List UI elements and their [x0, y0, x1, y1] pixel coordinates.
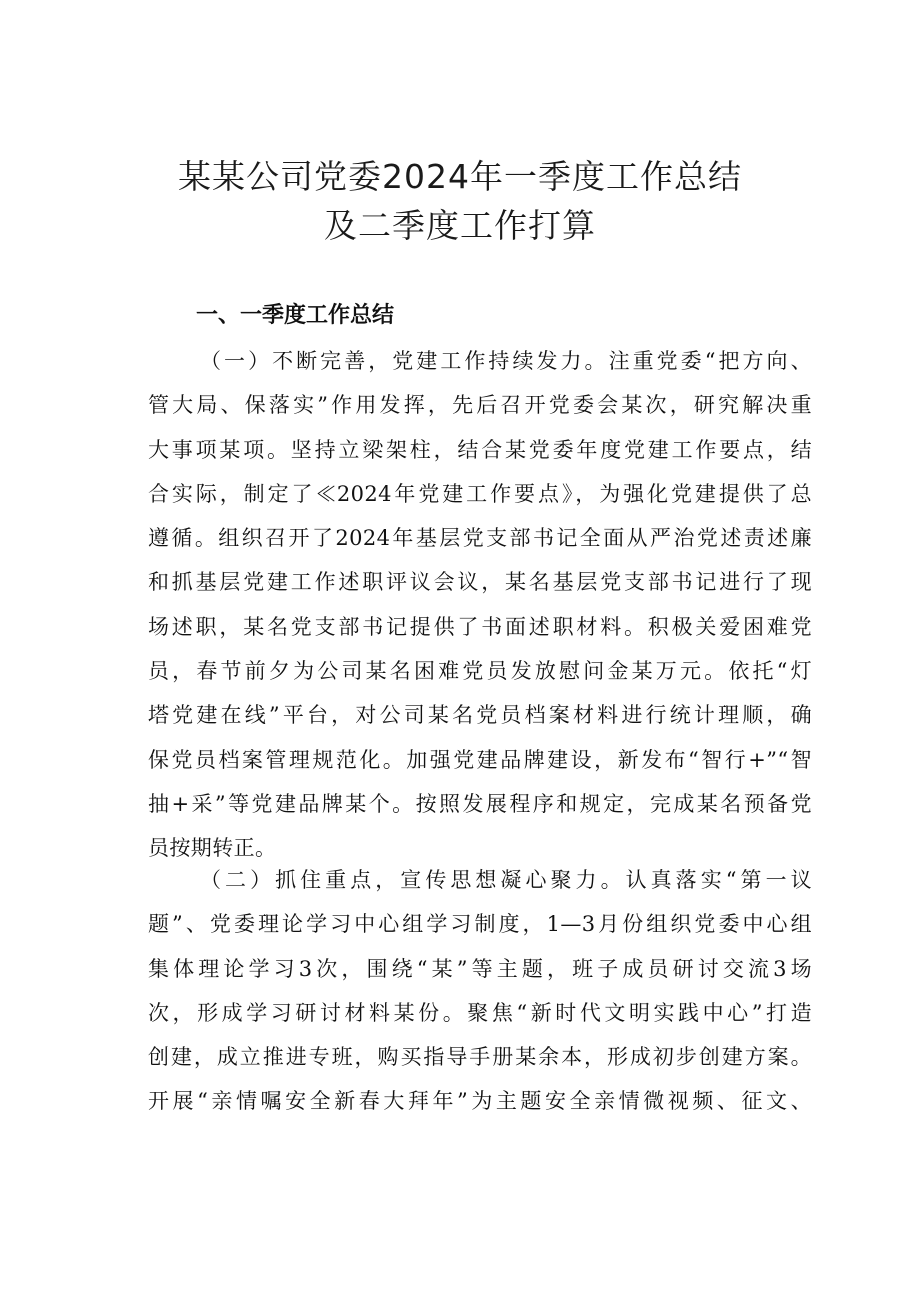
paragraph-1 [148, 339, 812, 871]
paragraph-line: 塔党建在线”平台，对公司某名党员档案材料进行统计理顺，确 [148, 703, 812, 728]
title-line-1: 某某公司党委2024年一季度工作总结 [178, 157, 742, 196]
paragraph-line: 次，形成学习研讨材料某份。聚焦“新时代文明实践中心”打造 [148, 1000, 812, 1025]
paragraph-line: （二）抓住重点，宣传思想凝心聚力。认真落实“第一议 [200, 868, 812, 892]
paragraph-line: 抽+采”等党建品牌某个。按照发展程序和规定，完成某名预备党 [148, 791, 812, 816]
paragraph-line: 遵循。组织召开了2024年基层党支部书记全面从严治党述责述廉 [148, 526, 812, 551]
paragraph-line: 合实际，制定了≪2024年党建工作要点》，为强化党建提供了总 [148, 481, 812, 506]
paragraph-line: 员按期转正。 [148, 836, 277, 861]
document-title [0, 152, 920, 250]
paragraph-line: 大事项某项。坚持立梁架柱，结合某党委年度党建工作要点，结 [148, 437, 812, 462]
title-line-2: 及二季度工作打算 [324, 206, 596, 245]
paragraph-line: 题”、党委理论学习中心组学习制度，1—3月份组织党委中心组 [148, 912, 812, 937]
paragraph-line: 开展“亲情嘱安全新春大拜年”为主题安全亲情微视频、征文、 [148, 1089, 812, 1114]
paragraph-line: 场述职，某名党支部书记提供了书面述职材料。积极关爱困难党 [148, 614, 812, 639]
paragraph-line: 保党员档案管理规范化。加强党建品牌建设，新发布“智行+”“智 [148, 747, 812, 772]
paragraph-2 [148, 858, 812, 1124]
paragraph-line: 创建，成立推进专班，购买指导手册某余本，形成初步创建方案。 [148, 1045, 812, 1070]
paragraph-line: 管大局、保落实”作用发挥，先后召开党委会某次，研究解决重 [148, 393, 812, 418]
paragraph-line: 和抓基层党建工作述职评议会议，某名基层党支部书记进行了现 [148, 570, 812, 595]
paragraph-line: （一）不断完善，党建工作持续发力。注重党委“把方向、 [200, 349, 812, 373]
paragraph-line: 集体理论学习3次，围绕“某”等主题，班子成员研讨交流3场 [148, 956, 812, 981]
paragraph-line: 员，春节前夕为公司某名困难党员发放慰问金某万元。依托“灯 [148, 659, 812, 684]
section-heading: 一、一季度工作总结 [196, 303, 395, 328]
